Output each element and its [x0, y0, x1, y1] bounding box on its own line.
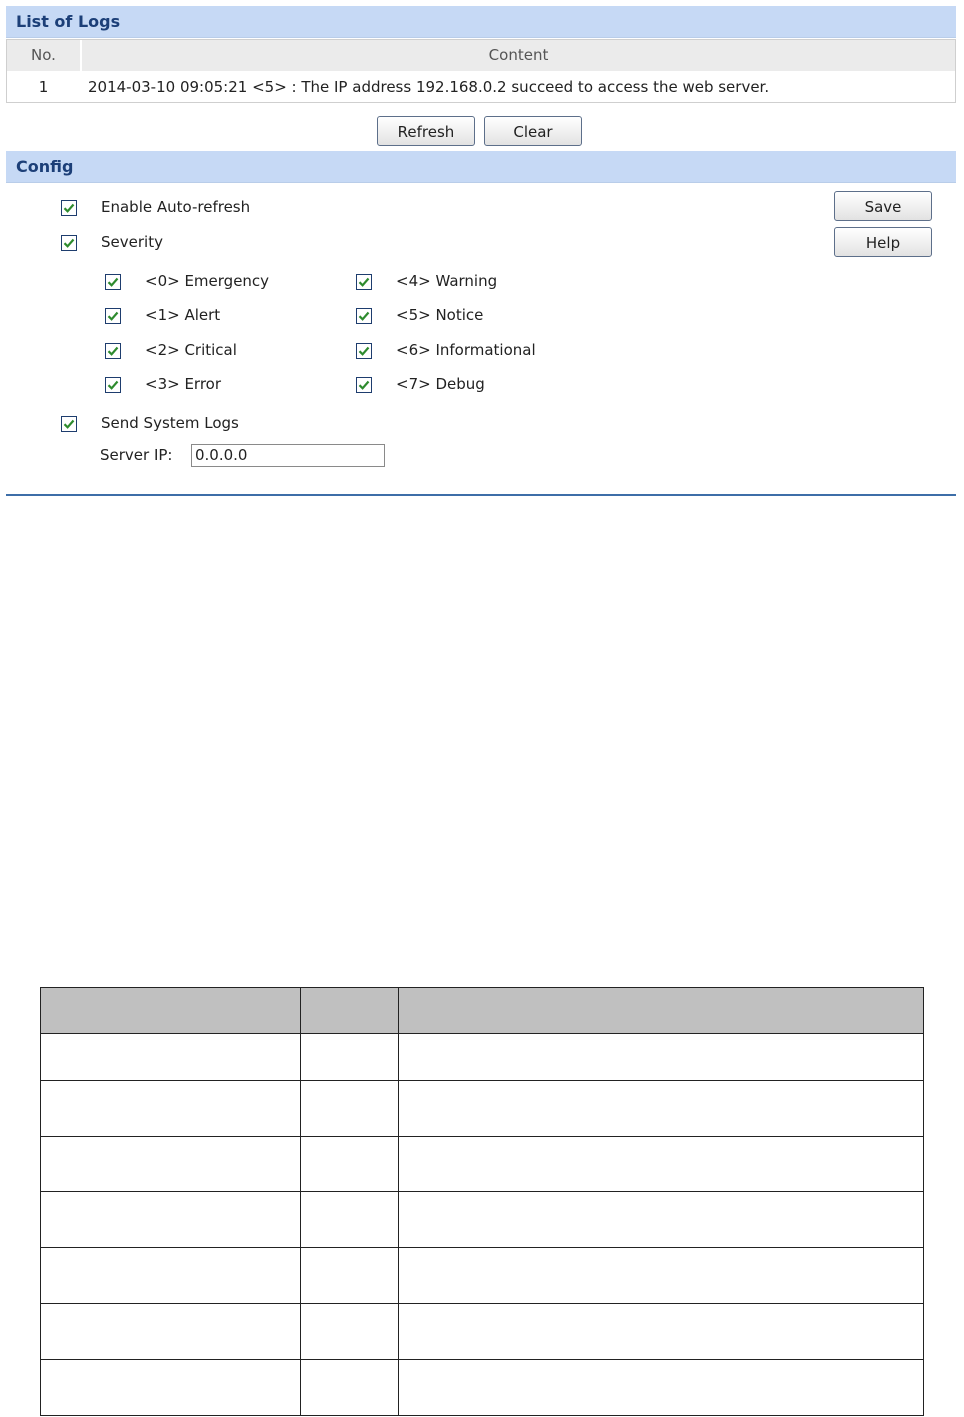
table-cell — [41, 1248, 301, 1304]
table-row — [41, 1248, 924, 1304]
table-cell — [301, 1034, 399, 1081]
save-button[interactable]: Save — [834, 191, 932, 221]
table-cell — [301, 1248, 399, 1304]
severity-debug-checkbox[interactable] — [356, 377, 372, 393]
help-button[interactable]: Help — [834, 227, 932, 257]
column-header-content: Content — [488, 46, 549, 64]
severity-emergency-checkbox[interactable] — [105, 274, 121, 290]
severity-warning-checkbox[interactable] — [356, 274, 372, 290]
table-header-cell — [399, 988, 924, 1034]
send-system-logs-checkbox[interactable] — [61, 416, 77, 432]
severity-critical-checkbox[interactable] — [105, 343, 121, 359]
severity-critical-label: <2> Critical — [145, 341, 237, 359]
table-cell — [301, 1192, 399, 1248]
enable-autorefresh-checkbox[interactable] — [61, 200, 77, 216]
severity-informational-label: <6> Informational — [396, 341, 536, 359]
table-row — [41, 1360, 924, 1416]
checkmark-icon — [107, 276, 119, 288]
table-row — [7, 72, 955, 102]
table-cell — [399, 1137, 924, 1192]
severity-alert-label: <1> Alert — [145, 306, 221, 324]
enable-autorefresh-label: Enable Auto-refresh — [101, 198, 251, 216]
log-no-cell: 1 — [38, 78, 49, 96]
table-cell — [41, 1081, 301, 1137]
checkmark-icon — [107, 345, 119, 357]
table-cell — [301, 1304, 399, 1360]
severity-informational-checkbox[interactable] — [356, 343, 372, 359]
table-header-cell — [301, 988, 399, 1034]
table-cell — [399, 1360, 924, 1416]
checkmark-icon — [107, 310, 119, 322]
severity-label: Severity — [101, 233, 163, 251]
log-table-header — [7, 40, 955, 71]
table-row — [41, 1081, 924, 1137]
checkmark-icon — [358, 276, 370, 288]
table-cell — [301, 1360, 399, 1416]
checkmark-icon — [63, 202, 75, 214]
checkmark-icon — [358, 379, 370, 391]
send-system-logs-label: Send System Logs — [101, 414, 239, 432]
panel-bottom-divider — [6, 494, 956, 496]
table-row — [41, 1034, 924, 1081]
column-header-no: No. — [7, 40, 82, 71]
table-cell — [41, 1304, 301, 1360]
table-cell — [399, 1192, 924, 1248]
refresh-button[interactable]: Refresh — [377, 116, 475, 146]
checkmark-icon — [358, 345, 370, 357]
table-cell — [301, 1081, 399, 1137]
server-ip-input[interactable]: 0.0.0.0 — [191, 444, 385, 467]
table-cell — [399, 1304, 924, 1360]
table-cell — [399, 1034, 924, 1081]
severity-warning-label: <4> Warning — [396, 272, 498, 290]
log-table — [6, 39, 956, 103]
config-panel-header — [6, 151, 956, 183]
table-cell — [41, 1360, 301, 1416]
severity-error-label: <3> Error — [145, 375, 222, 393]
checkmark-icon — [63, 237, 75, 249]
table-cell — [301, 1137, 399, 1192]
table-row — [41, 1304, 924, 1360]
severity-notice-label: <5> Notice — [396, 306, 484, 324]
table-row — [41, 1137, 924, 1192]
table-cell — [399, 1248, 924, 1304]
severity-checkbox[interactable] — [61, 235, 77, 251]
severity-notice-checkbox[interactable] — [356, 308, 372, 324]
log-content-cell: 2014-03-10 09:05:21 <5> : The IP address 192.168.0.2 succeed to access the web server. — [88, 78, 770, 96]
logs-panel-header — [6, 6, 956, 38]
checkmark-icon — [63, 418, 75, 430]
checkmark-icon — [358, 310, 370, 322]
severity-debug-label: <7> Debug — [396, 375, 485, 393]
severity-emergency-label: <0> Emergency — [145, 272, 270, 290]
table-cell — [41, 1192, 301, 1248]
server-ip-label: Server IP: — [100, 446, 173, 464]
config-panel-title: Config — [16, 157, 74, 176]
checkmark-icon — [107, 379, 119, 391]
severity-alert-checkbox[interactable] — [105, 308, 121, 324]
table-cell — [399, 1081, 924, 1137]
table-cell — [41, 1137, 301, 1192]
table-header-row — [41, 988, 924, 1034]
logs-panel-title: List of Logs — [16, 12, 121, 31]
table-cell — [41, 1034, 301, 1081]
table-row — [41, 1192, 924, 1248]
doc-table — [40, 987, 924, 1416]
table-header-cell — [41, 988, 301, 1034]
clear-button[interactable]: Clear — [484, 116, 582, 146]
severity-error-checkbox[interactable] — [105, 377, 121, 393]
